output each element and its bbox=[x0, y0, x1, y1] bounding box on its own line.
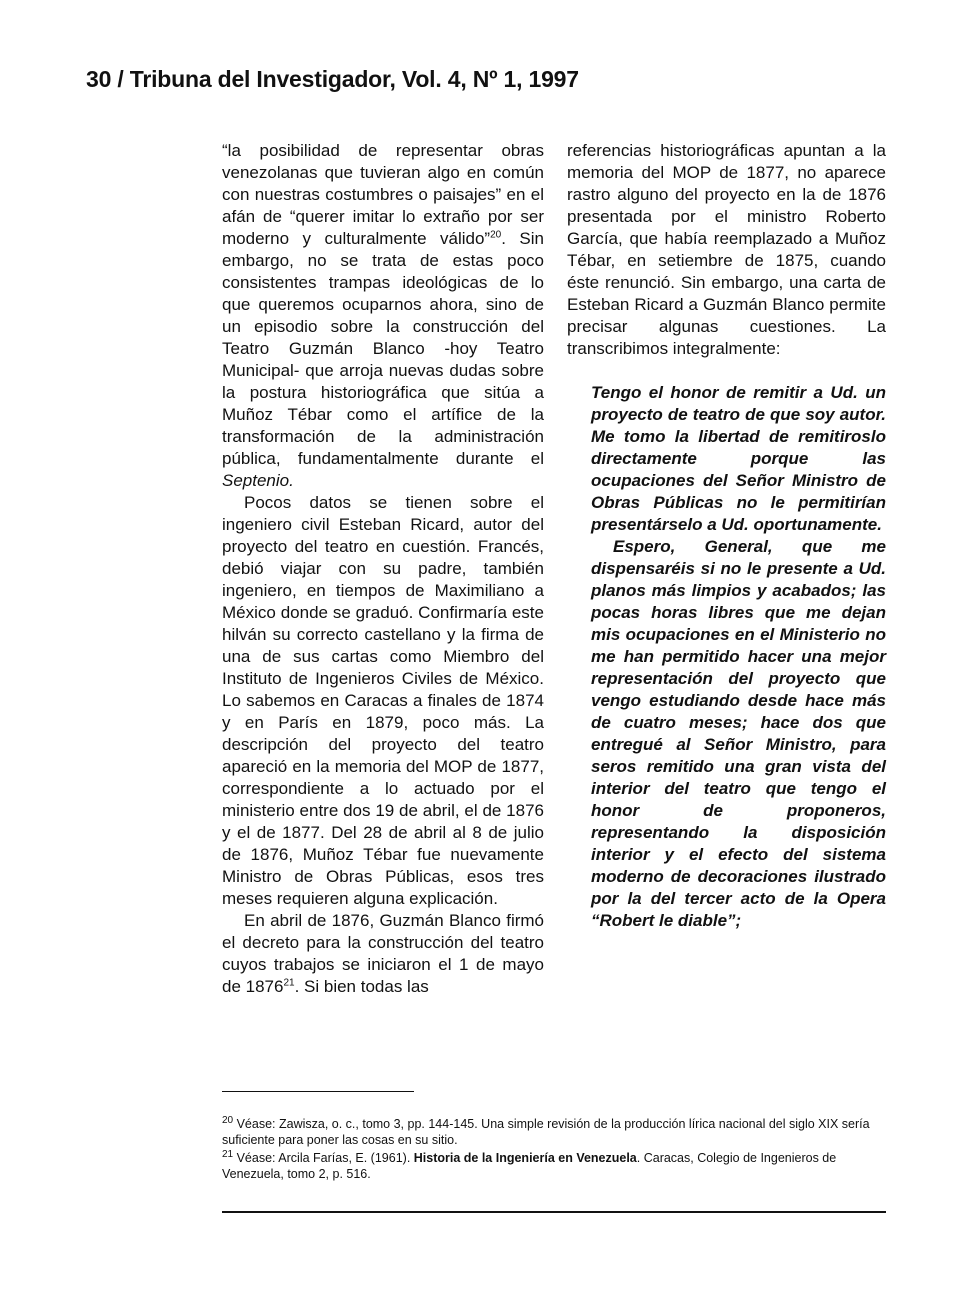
paragraph bbox=[222, 140, 544, 492]
footnote-text: Véase: Zawisza, o. c., tomo 3, pp. 144-145. Una simple revisión de la producción lírica nacional del siglo XIX sería suficiente para poner las cosas en su sitio. bbox=[222, 1117, 870, 1147]
right-column bbox=[567, 140, 886, 932]
footnote-mark: 21 bbox=[222, 1148, 234, 1160]
left-column bbox=[222, 140, 544, 998]
italic-term: Septenio. bbox=[222, 471, 294, 490]
paragraph-text: . Sin embargo, no se trata de estas poco consistentes trampas ideológicas de lo que queremos ocuparnos ahora, sino de un episodio sobre la construcción del Teatro Guzmán Blanco -hoy Teatro Municipal- que arroja nuevas dudas sobre la postura historiográfica que sitúa a Muñoz Tébar como el artífice de la transformación de la administración pública, fundamentalmente durante el bbox=[222, 229, 544, 468]
paragraph-text: “la posibilidad de representar obras venezolanas que tuvieran algo en común con nuestras costumbres o paisajes” en el afán de “querer imitar lo extraño por ser moderno y culturalmente válido” bbox=[222, 141, 544, 248]
footnote-20 bbox=[222, 1116, 886, 1148]
footnote-text: . Caracas, Colegio de Ingenieros de Venezuela, tomo 2, p. 516. bbox=[222, 1151, 837, 1181]
bottom-divider bbox=[222, 1211, 886, 1213]
footnote-mark: 20 bbox=[222, 1114, 234, 1126]
footnote-ref: 21 bbox=[283, 977, 295, 989]
paragraph-text: . Si bien todas las bbox=[294, 977, 429, 996]
block-quote: Espero, General, que me dispensaréis si no le presente a Ud. planos más limpios y acabados; las pocas horas libres que me dejan mis ocupaciones en el Ministerio no me han permitido hacer una mejor representación del proyecto que vengo estudiando desde hace más de cuatro meses; hace dos que entregué al Señor Ministro, para seros remitido una gran vista del interior del teatro que tengo el honor de proponeros, representando la disposición interior y el efecto del sistema moderno de decoraciones ilustrado por la del tercer acto de la Opera “Robert le diable”; bbox=[591, 537, 886, 930]
footnote-text: Véase: Arcila Farías, E. (1961). bbox=[233, 1151, 414, 1165]
paragraph: referencias historiográficas apuntan a la memoria del MOP de 1877, no aparece rastro alguno del proyecto en la de 1876 presentada por el ministro Roberto García, que había reemplazado a Muñoz Tébar, en setiembre de 1875, cuando éste renunció. Sin embargo, una carta de Esteban Ricard a Guzmán Blanco permite precisar algunas cuestiones. La transcribimos integralmente: bbox=[567, 141, 886, 358]
paragraph bbox=[222, 910, 544, 998]
book-title: Historia de la Ingeniería en Venezuela bbox=[413, 1151, 637, 1165]
paragraph: Pocos datos se tienen sobre el ingeniero civil Esteban Ricard, autor del proyecto del teatro en cuestión. Francés, debió viajar con su padre, también ingeniero, en tiempos de Maximiliano a México donde se graduó. Confirmaría este hilván su correcto castellano y la firma de una de sus cartas como Miembro del Instituto de Ingenieros Civiles de México. Lo sabemos en Caracas a finales de 1874 y en París en 1879, poco más. La descripción del proyecto del teatro apareció en la memoria del MOP de 1877, correspondiente a lo actuado por el ministerio entre dos 19 de abril, el de 1876 y el de 1877. Del 28 de abril al 8 de julio de 1876, Muñoz Tébar fue nuevamente Ministro de Obras Públicas, esos tres meses requieren alguna explicación. bbox=[222, 493, 544, 908]
footnote-ref: 20 bbox=[490, 229, 502, 241]
footnote-21 bbox=[222, 1150, 886, 1182]
footnote-divider bbox=[222, 1091, 414, 1092]
footnotes bbox=[222, 1116, 886, 1184]
block-quote: Tengo el honor de remitir a Ud. un proyecto de teatro de que soy autor. Me tomo la libertad de remitiroslo directamente porque las ocupaciones del Señor Ministro de Obras Públicas no le permitirían presentárselo a Ud. oportunamente. bbox=[591, 383, 886, 534]
paragraph-text: En abril de 1876, Guzmán Blanco firmó el decreto para la construcción del teatro cuyos trabajos se iniciaron el 1 de mayo de 1876 bbox=[222, 911, 544, 996]
running-head: 30 / Tribuna del Investigador, Vol. 4, Nº 1, 1997 bbox=[86, 66, 579, 92]
